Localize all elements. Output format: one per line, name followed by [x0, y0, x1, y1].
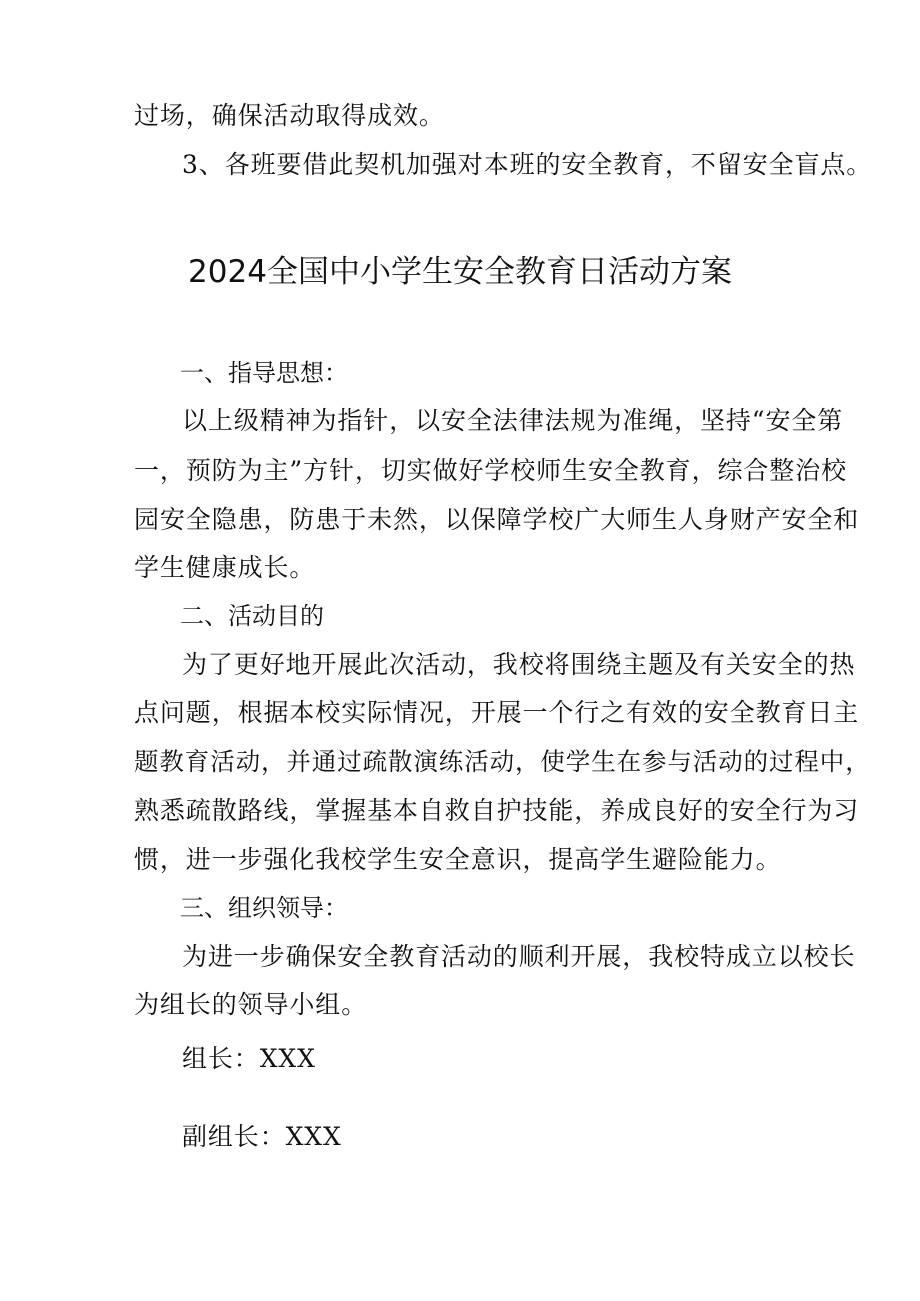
leader-line: 组长：XXX [182, 1044, 316, 1073]
section-2-heading: 二、活动目的 [180, 602, 324, 630]
section-1-line-2: 一，预防为主”方针，切实做好学校师生安全教育，综合整治校 [134, 456, 847, 485]
section-2-line-2: 点问题，根据本校实际情况，开展一个行之有效的安全教育日主 [134, 698, 860, 727]
section-2-line-5: 惯，进一步强化我校学生安全意识，提高学生避险能力。 [134, 845, 782, 874]
section-2-line-1: 为了更好地开展此次活动，我校将围绕主题及有关安全的热 [182, 650, 856, 679]
section-1-line-4: 学生健康成长。 [134, 553, 316, 582]
section-1-heading: 一、指导思想： [180, 359, 348, 387]
section-3-line-1: 为进一步确保安全教育活动的顺利开展，我校特成立以校长 [182, 942, 856, 971]
section-1-line-1: 以上级精神为指针，以安全法律法规为准绳，坚持“安全第 [182, 406, 844, 435]
section-3-line-2: 为组长的领导小组。 [134, 990, 368, 1019]
document-title: 2024全国中小学生安全教育日活动方案 [188, 254, 732, 290]
deputy-leader-line: 副组长：XXX [182, 1122, 342, 1151]
intro-line-2: 3、各班要借此契机加强对本班的安全教育，不留安全盲点。 [182, 150, 873, 179]
section-1-line-3: 园安全隐患，防患于未然，以保障学校广大师生人身财产安全和 [134, 505, 860, 534]
section-2-line-3: 题教育活动，并通过疏散演练活动，使学生在参与活动的过程中， [134, 747, 871, 776]
section-2-line-4: 熟悉疏散路线，掌握基本自救自护技能，养成良好的安全行为习 [134, 796, 860, 825]
intro-line-1: 过场，确保活动取得成效。 [134, 101, 445, 130]
section-3-heading: 三、组织领导： [180, 894, 348, 922]
